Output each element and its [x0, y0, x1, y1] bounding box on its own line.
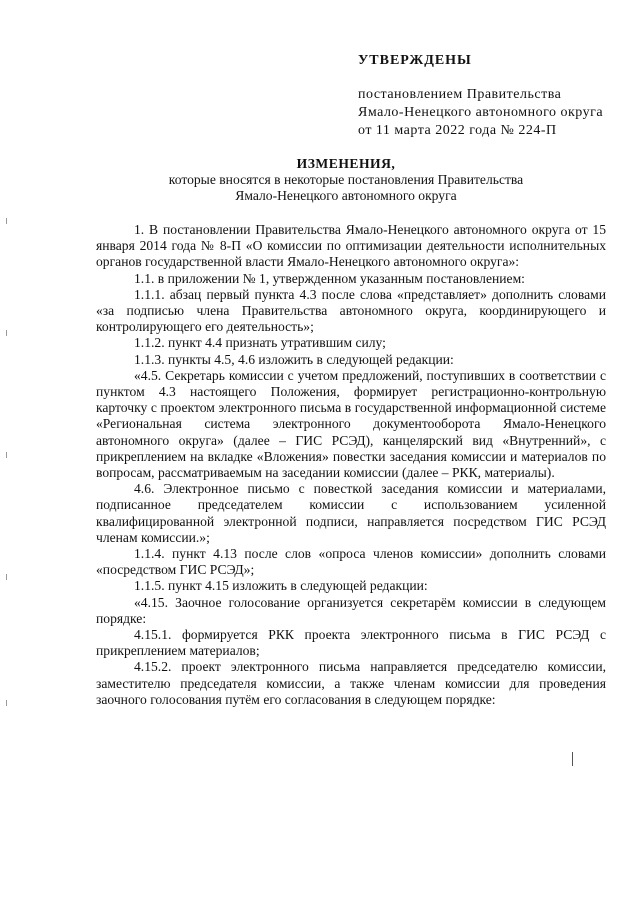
approval-line: постановлением Правительства: [358, 87, 562, 102]
title-subtitle: Ямало-Ненецкого автономного округа: [235, 188, 457, 203]
title-subtitle: которые вносятся в некоторые постановления Правительства: [168, 172, 524, 187]
document-body: [96, 222, 606, 708]
scan-mark: [572, 752, 573, 766]
paragraph: «4.15. Заочное голосование организуется секретарём комиссии в следующем порядке:: [96, 594, 606, 626]
paragraph: 1.1.1. абзац первый пункта 4.3 после слова «представляет» дополнить словами «за подписью члена Правительства автономного округа, координирующего и контролирующего его деятельность»;: [96, 286, 606, 335]
paragraph: 1.1.4. пункт 4.13 после слов «опроса членов комиссии» дополнить словами «посредством ГИС РСЭД»;: [96, 546, 606, 578]
approval-line: от 11 марта 2022 года № 224-П: [358, 123, 557, 138]
paragraph: «4.5. Секретарь комиссии с учетом предложений, поступивших в соответствии с пунктом 4.3 настоящего Положения, формирует регистрационно-контрольную карточку с проектом электронного письма в государственной информационной системе «Региональная система электронного документооборота Ямало-Ненецкого автономного округа» (далее – ГИС РСЭД), канцелярский вид «Внутренний», с прикреплением на вкладке «Вложения» повестки заседания комиссии и материалов по вопросам, рассматриваемым на заседании комиссии (далее – РКК, материалы).: [96, 367, 606, 481]
title-heading: ИЗМЕНЕНИЯ,: [296, 156, 396, 171]
paragraph: 1.1.3. пункты 4.5, 4.6 изложить в следующей редакции:: [134, 351, 454, 367]
approval-line: Ямало-Ненецкого автономного округа: [358, 105, 604, 120]
paragraph: 1.1. в приложении № 1, утвержденном указанным постановлением:: [134, 270, 525, 286]
paragraph: 4.15.2. проект электронного письма направляется председателю комиссии, заместителю председателя комиссии, а также членам комиссии для проведения заочного голосования путём его согласования в следующем порядке:: [96, 659, 606, 707]
approval-label: УТВЕРЖДЕНЫ: [358, 53, 472, 68]
paragraph: 1. В постановлении Правительства Ямало-Ненецкого автономного округа от 15 января 2014 года № 8-П «О комиссии по оптимизации деятельности исполнительных органов государственной власти Ямало-Ненецкого автономного округа»:: [96, 222, 606, 270]
paragraph: 1.1.5. пункт 4.15 изложить в следующей редакции:: [134, 578, 428, 594]
paragraph: 4.15.1. формируется РКК проекта электронного письма в ГИС РСЭД с прикреплением материалов;: [96, 627, 606, 659]
paragraph: 1.1.2. пункт 4.4 признать утратившим силу;: [134, 335, 386, 351]
paragraph: 4.6. Электронное письмо с повесткой заседания комиссии и материалами, подписанное председателем комиссии с использованием усиленной квалифицированной электронной подписи, направляется посредством ГИС РСЭД членам комиссии.»;: [96, 481, 606, 545]
document-title: [96, 156, 596, 204]
approval-block: [358, 52, 603, 140]
